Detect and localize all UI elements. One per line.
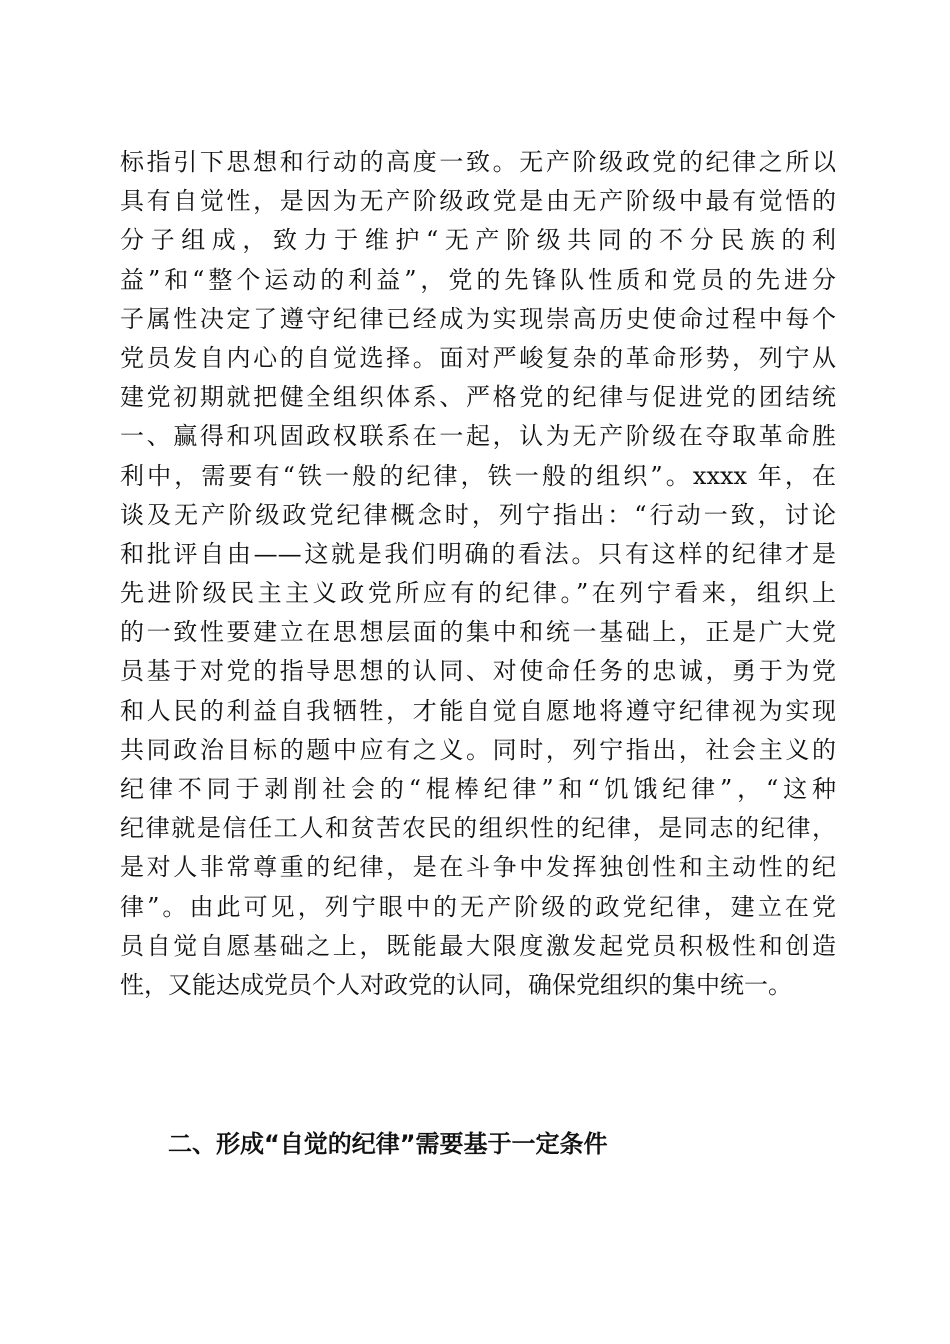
paragraph-line: 分子组成，致力于维护“无产阶级共同的不分民族的利 xyxy=(120,226,836,255)
paragraph-line: 和批评自由——这就是我们明确的看法。只有这样的纪律才是 xyxy=(120,539,836,568)
paragraph-line: 纪律不同于剥削社会的“棍棒纪律”和“饥饿纪律”，“这种 xyxy=(120,775,836,803)
paragraph-line: 共同政治目标的题中应有之义。同时，列宁指出，社会主义的 xyxy=(120,735,836,764)
paragraph-line: 益”和“整个运动的利益”，党的先锋队性质和党员的先进分 xyxy=(120,265,836,294)
paragraph-line: 标指引下思想和行动的高度一致。无产阶级政党的纪律之所以 xyxy=(120,148,836,176)
paragraph-line: 的一致性要建立在思想层面的集中和统一基础上，正是广大党 xyxy=(120,618,836,647)
paragraph-line: 谈及无产阶级政党纪律概念时，列宁指出：“行动一致，讨论 xyxy=(120,500,836,529)
paragraph-line: 纪律就是信任工人和贫苦农民的组织性的纪律，是同志的纪律， xyxy=(120,814,836,843)
paragraph-line: 一、赢得和巩固政权联系在一起，认为无产阶级在夺取革命胜 xyxy=(120,422,836,451)
paragraph-line: 党员发自内心的自觉选择。面对严峻复杂的革命形势，列宁从 xyxy=(120,343,836,372)
paragraph-line: 律”。由此可见，列宁眼中的无产阶级的政党纪律，建立在党 xyxy=(120,892,836,921)
section-heading: 二、形成“自觉的纪律”需要基于一定条件 xyxy=(168,1130,608,1158)
paragraph-line: 子属性决定了遵守纪律已经成为实现崇高历史使命过程中每个 xyxy=(120,304,836,333)
paragraph-line: 先进阶级民主主义政党所应有的纪律。”在列宁看来，组织上 xyxy=(120,579,836,608)
paragraph-line: 建党初期就把健全组织体系、严格党的纪律与促进党的团结统 xyxy=(120,383,836,412)
paragraph-line: 利中，需要有“铁一般的纪律，铁一般的组织”。xxxx 年，在 xyxy=(120,461,836,490)
body-paragraph xyxy=(120,143,836,1005)
paragraph-line: 员基于对党的指导思想的认同、对使命任务的忠诚，勇于为党 xyxy=(120,657,836,686)
paragraph-line: 具有自觉性，是因为无产阶级政党是由无产阶级中最有觉悟的 xyxy=(120,187,836,216)
paragraph-line: 员自觉自愿基础之上，既能最大限度激发起党员积极性和创造 xyxy=(120,931,836,960)
paragraph-line: 是对人非常尊重的纪律，是在斗争中发挥独创性和主动性的纪 xyxy=(120,853,836,882)
paragraph-line: 和人民的利益自我牺牲，才能自觉自愿地将遵守纪律视为实现 xyxy=(120,696,836,725)
paragraph-line: 性，又能达成党员个人对政党的认同，确保党组织的集中统一。 xyxy=(120,970,792,999)
